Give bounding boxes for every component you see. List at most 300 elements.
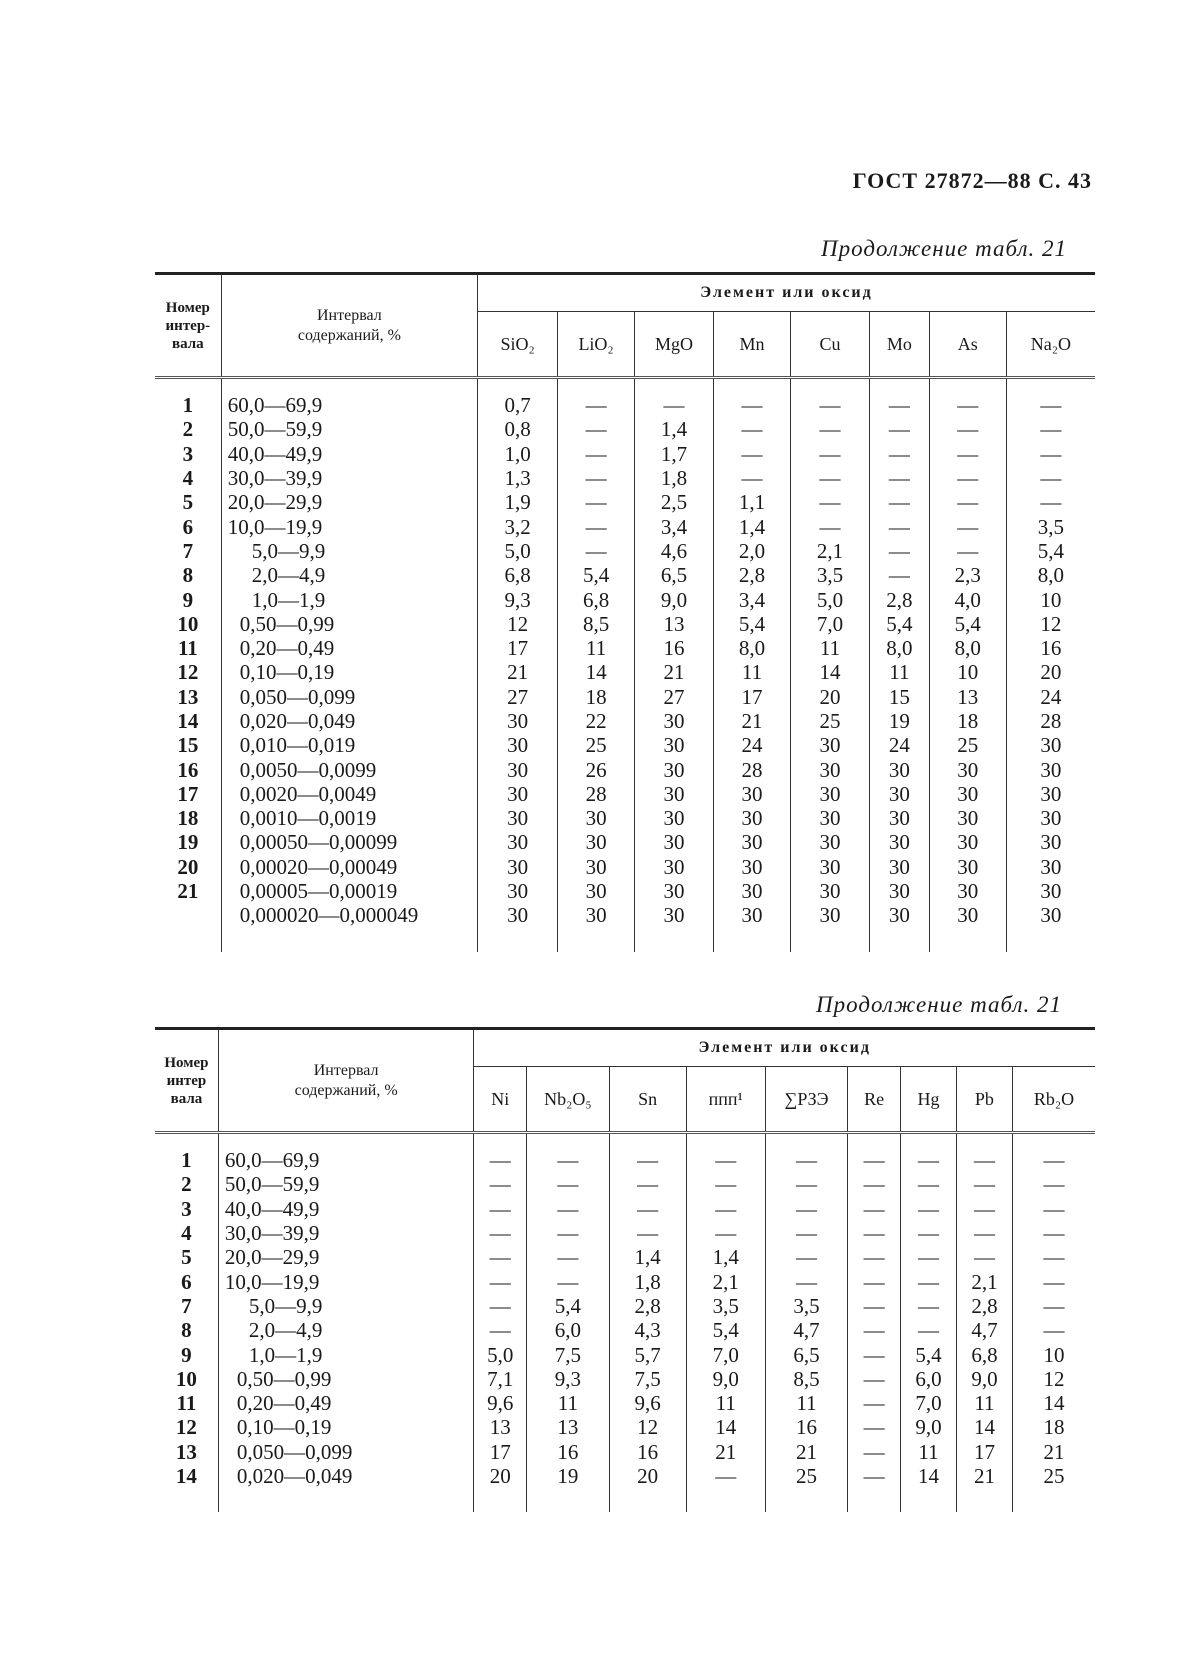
value-cell: 13	[929, 685, 1006, 709]
value-cell: 2,8	[869, 587, 929, 611]
table-row	[155, 903, 1095, 927]
value-cell: —	[790, 514, 869, 538]
element-column-header: Mo	[869, 312, 929, 378]
row-number: 7	[182, 538, 194, 563]
value-cell: 2,3	[929, 563, 1006, 587]
value-cell: 16	[527, 1440, 609, 1464]
value-cell: 1,4	[714, 514, 791, 538]
value-cell: —	[558, 393, 635, 417]
value-cell: —	[1012, 1294, 1095, 1318]
value-cell: 14	[956, 1415, 1012, 1439]
interval-cell: 1,0—1,9	[218, 1342, 474, 1366]
table-row	[155, 490, 1095, 514]
value-cell: 30	[714, 879, 791, 903]
value-cell: 3,5	[1006, 514, 1095, 538]
value-cell: —	[714, 417, 791, 441]
value-cell: 24	[1006, 685, 1095, 709]
value-cell: 30	[714, 806, 791, 830]
value-cell: 30	[1006, 806, 1095, 830]
row-number: 17	[177, 781, 199, 806]
row-number: 13	[177, 684, 199, 709]
value-cell: 30	[1006, 879, 1095, 903]
value-cell: —	[956, 1221, 1012, 1245]
row-number: 18	[177, 806, 199, 831]
value-cell: 30	[1006, 855, 1095, 879]
element-column-header: Pb	[956, 1067, 1012, 1133]
value-cell: —	[686, 1172, 765, 1196]
row-number: 2	[182, 417, 194, 442]
value-cell: 30	[790, 879, 869, 903]
row-number: 20	[177, 854, 199, 879]
value-cell: 0,7	[478, 393, 558, 417]
table-row	[155, 514, 1095, 538]
value-cell: 8,0	[869, 636, 929, 660]
value-cell: 5,4	[686, 1318, 765, 1342]
value-cell: —	[929, 442, 1006, 466]
value-cell: 18	[558, 685, 635, 709]
value-cell: 30	[478, 903, 558, 927]
value-cell: —	[869, 539, 929, 563]
value-cell: 9,0	[635, 587, 714, 611]
row-number: 14	[177, 709, 199, 733]
value-cell: —	[558, 417, 635, 441]
interval-cell: 30,0—39,9	[221, 466, 477, 490]
value-cell: 9,0	[686, 1367, 765, 1391]
value-cell: 5,4	[1006, 539, 1095, 563]
value-cell: 11	[527, 1391, 609, 1415]
value-cell: 30	[635, 830, 714, 854]
interval-cell: 0,0050—0,0099	[221, 757, 477, 781]
table-row	[155, 612, 1095, 636]
value-cell: —	[474, 1269, 527, 1293]
value-cell: 10	[1012, 1342, 1095, 1366]
value-cell: —	[929, 490, 1006, 514]
value-cell: 30	[478, 733, 558, 757]
element-column-header: Rb₂O	[1012, 1067, 1095, 1133]
value-cell: 30	[929, 806, 1006, 830]
table-row	[155, 660, 1095, 684]
value-cell: 3,2	[478, 514, 558, 538]
value-cell: 30	[635, 757, 714, 781]
value-cell: 20	[1006, 660, 1095, 684]
value-cell: 2,1	[790, 539, 869, 563]
value-cell: 30	[929, 757, 1006, 781]
value-cell: 28	[558, 782, 635, 806]
value-cell: —	[900, 1148, 956, 1172]
value-cell: 20	[609, 1464, 686, 1488]
value-cell: 2,5	[635, 490, 714, 514]
table-row	[155, 1464, 1095, 1488]
value-cell: 1,8	[609, 1269, 686, 1293]
value-cell: —	[790, 490, 869, 514]
value-cell: —	[474, 1245, 527, 1269]
value-cell: 30	[558, 903, 635, 927]
value-cell: 14	[1012, 1391, 1095, 1415]
value-cell: —	[1012, 1172, 1095, 1196]
value-cell: 30	[478, 806, 558, 830]
value-cell: —	[474, 1172, 527, 1196]
value-cell: —	[1012, 1269, 1095, 1293]
value-cell: —	[956, 1245, 1012, 1269]
value-cell: 4,0	[929, 587, 1006, 611]
value-cell: 4,7	[956, 1318, 1012, 1342]
interval-cell: 20,0—29,9	[221, 490, 477, 514]
value-cell: 30	[1006, 733, 1095, 757]
value-cell: 3,5	[790, 563, 869, 587]
value-cell: —	[790, 417, 869, 441]
value-cell: 9,0	[900, 1415, 956, 1439]
value-cell: —	[686, 1148, 765, 1172]
value-cell: 30	[635, 879, 714, 903]
element-column-header: ппп¹	[686, 1067, 765, 1133]
value-cell: —	[765, 1172, 847, 1196]
value-cell: 5,4	[869, 612, 929, 636]
value-cell: —	[765, 1197, 847, 1221]
interval-cell: 0,10—0,19	[221, 660, 477, 684]
element-column-header: Nb₂O₅	[527, 1067, 609, 1133]
value-cell: —	[848, 1148, 901, 1172]
value-cell: —	[558, 514, 635, 538]
interval-cell: 0,50—0,99	[221, 612, 477, 636]
value-cell: —	[765, 1269, 847, 1293]
value-cell: —	[869, 417, 929, 441]
interval-cell: 0,020—0,049	[218, 1464, 474, 1488]
value-cell: —	[1012, 1221, 1095, 1245]
value-cell: 19	[869, 709, 929, 733]
value-cell: 16	[765, 1415, 847, 1439]
value-cell: 21	[956, 1464, 1012, 1488]
value-cell: 12	[1012, 1367, 1095, 1391]
table-row	[155, 685, 1095, 709]
value-cell: —	[527, 1221, 609, 1245]
value-cell: 7,0	[900, 1391, 956, 1415]
value-cell: —	[848, 1172, 901, 1196]
table-row	[155, 1342, 1095, 1366]
value-cell: —	[686, 1197, 765, 1221]
element-column-header: Sn	[609, 1067, 686, 1133]
value-cell: 30	[929, 855, 1006, 879]
value-cell: 30	[714, 855, 791, 879]
value-cell: 11	[765, 1391, 847, 1415]
value-cell: —	[848, 1464, 901, 1488]
value-cell: 27	[478, 685, 558, 709]
interval-cell: 5,0—9,9	[218, 1294, 474, 1318]
value-cell: 16	[1006, 636, 1095, 660]
element-column-header: As	[929, 312, 1006, 378]
value-cell: 9,3	[478, 587, 558, 611]
value-cell: —	[558, 490, 635, 514]
value-cell: —	[609, 1172, 686, 1196]
value-cell: 18	[929, 709, 1006, 733]
table-row	[155, 1197, 1095, 1221]
value-cell: 17	[474, 1440, 527, 1464]
value-cell: 30	[478, 879, 558, 903]
value-cell: —	[900, 1245, 956, 1269]
value-cell: 30	[478, 757, 558, 781]
element-column-header: Hg	[900, 1067, 956, 1133]
value-cell: 30	[1006, 903, 1095, 927]
interval-cell: 0,050—0,099	[221, 685, 477, 709]
value-cell: 30	[869, 903, 929, 927]
row-number: 9	[182, 587, 194, 612]
table-row	[155, 393, 1095, 417]
value-cell: —	[765, 1221, 847, 1245]
row-number: 4	[182, 466, 194, 491]
table-row	[155, 733, 1095, 757]
value-cell: —	[1006, 442, 1095, 466]
value-cell: —	[765, 1245, 847, 1269]
value-cell: —	[848, 1367, 901, 1391]
value-cell: —	[1006, 466, 1095, 490]
value-cell: 17	[478, 636, 558, 660]
value-cell: 3,4	[714, 587, 791, 611]
value-cell: 21	[686, 1440, 765, 1464]
element-column-header: ∑РЗЭ	[765, 1067, 847, 1133]
value-cell: 1,4	[686, 1245, 765, 1269]
value-cell: —	[869, 442, 929, 466]
interval-cell: 20,0—29,9	[218, 1245, 474, 1269]
row-number: 12	[175, 1415, 197, 1440]
value-cell: —	[848, 1440, 901, 1464]
value-cell: 19	[527, 1464, 609, 1488]
row-number: 13	[175, 1439, 197, 1464]
value-cell: 8,5	[765, 1367, 847, 1391]
interval-cell: 60,0—69,9	[218, 1148, 474, 1172]
interval-cell: 40,0—49,9	[221, 442, 477, 466]
row-number: 11	[177, 636, 198, 661]
value-cell: —	[848, 1221, 901, 1245]
value-cell: 30	[929, 879, 1006, 903]
table-row	[155, 466, 1095, 490]
value-cell: —	[869, 466, 929, 490]
interval-cell: 0,20—0,49	[218, 1391, 474, 1415]
value-cell: 3,4	[635, 514, 714, 538]
interval-cell: 0,0010—0,0019	[221, 806, 477, 830]
table2-continuation-caption: Продолжение табл. 21	[816, 992, 1062, 1017]
element-column-header: MgO	[635, 312, 714, 378]
value-cell: 11	[869, 660, 929, 684]
table1-continuation-caption: Продолжение табл. 21	[821, 236, 1067, 261]
table-row	[155, 1391, 1095, 1415]
value-cell: —	[869, 490, 929, 514]
value-cell: —	[714, 393, 791, 417]
value-cell: 30	[635, 806, 714, 830]
value-cell: —	[790, 393, 869, 417]
value-cell: 5,0	[790, 587, 869, 611]
value-cell: 30	[869, 879, 929, 903]
value-cell: 30	[635, 733, 714, 757]
value-cell: —	[1012, 1318, 1095, 1342]
value-cell: 30	[790, 757, 869, 781]
value-cell: 1,3	[478, 466, 558, 490]
value-cell: 5,4	[929, 612, 1006, 636]
row-number: 16	[177, 757, 199, 782]
interval-cell: 1,0—1,9	[221, 587, 477, 611]
value-cell: 30	[714, 903, 791, 927]
value-cell: —	[474, 1197, 527, 1221]
value-cell: 13	[474, 1415, 527, 1439]
value-cell: —	[848, 1294, 901, 1318]
value-cell: 2,8	[956, 1294, 1012, 1318]
value-cell: —	[869, 563, 929, 587]
value-cell: 28	[714, 757, 791, 781]
value-cell: —	[474, 1148, 527, 1172]
table1	[155, 272, 1095, 952]
col-number-header: Номер интер вала	[155, 1029, 218, 1133]
row-number: 1	[182, 393, 194, 418]
row-number: 21	[177, 879, 199, 904]
interval-cell: 2,0—4,9	[221, 563, 477, 587]
value-cell: 30	[1006, 757, 1095, 781]
value-cell: 30	[635, 855, 714, 879]
value-cell: —	[848, 1318, 901, 1342]
row-number: 12	[177, 660, 199, 685]
value-cell: 6,0	[527, 1318, 609, 1342]
value-cell: 16	[635, 636, 714, 660]
interval-cell: 0,010—0,019	[221, 733, 477, 757]
table-row	[155, 830, 1095, 854]
value-cell: 1,8	[635, 466, 714, 490]
value-cell: 30	[558, 879, 635, 903]
element-column-header: Re	[848, 1067, 901, 1133]
value-cell: 20	[474, 1464, 527, 1488]
value-cell: 30	[929, 903, 1006, 927]
element-column-header: Mn	[714, 312, 791, 378]
value-cell: 5,7	[609, 1342, 686, 1366]
table-row	[155, 1440, 1095, 1464]
value-cell: —	[848, 1391, 901, 1415]
value-cell: —	[1006, 490, 1095, 514]
table-row	[155, 1367, 1095, 1391]
interval-cell: 2,0—4,9	[218, 1318, 474, 1342]
value-cell: 9,6	[474, 1391, 527, 1415]
table-row	[155, 539, 1095, 563]
value-cell: 11	[900, 1440, 956, 1464]
value-cell: 3,5	[686, 1294, 765, 1318]
table-row	[155, 1148, 1095, 1172]
table-row	[155, 417, 1095, 441]
value-cell: 26	[558, 757, 635, 781]
value-cell: —	[1006, 393, 1095, 417]
value-cell: 30	[635, 782, 714, 806]
value-cell: 11	[686, 1391, 765, 1415]
value-cell: 4,3	[609, 1318, 686, 1342]
value-cell: 1,7	[635, 442, 714, 466]
value-cell: 2,0	[714, 539, 791, 563]
row-number: 3	[181, 1196, 192, 1221]
value-cell: 30	[869, 855, 929, 879]
row-number: 2	[181, 1172, 192, 1197]
value-cell: —	[609, 1221, 686, 1245]
element-column-header: Na₂O	[1006, 312, 1095, 378]
value-cell: —	[686, 1464, 765, 1488]
value-cell: —	[900, 1172, 956, 1196]
value-cell: 30	[790, 903, 869, 927]
element-column-header: LiO₂	[558, 312, 635, 378]
page-header: ГОСТ 27872—88 С. 43	[852, 168, 1092, 193]
value-cell: 7,0	[790, 612, 869, 636]
value-cell: 12	[1006, 612, 1095, 636]
value-cell: —	[900, 1318, 956, 1342]
value-cell: 8,0	[929, 636, 1006, 660]
interval-cell: 0,20—0,49	[221, 636, 477, 660]
value-cell: 21	[635, 660, 714, 684]
interval-cell: 0,00020—0,00049	[221, 855, 477, 879]
value-cell: 30	[790, 782, 869, 806]
value-cell: 30	[869, 830, 929, 854]
value-cell: —	[848, 1197, 901, 1221]
value-cell: 6,5	[765, 1342, 847, 1366]
interval-cell: 0,050—0,099	[218, 1440, 474, 1464]
value-cell: 6,8	[558, 587, 635, 611]
value-cell: 1,4	[635, 417, 714, 441]
value-cell: 30	[929, 782, 1006, 806]
value-cell: 17	[714, 685, 791, 709]
value-cell: 30	[790, 806, 869, 830]
value-cell: 9,3	[527, 1367, 609, 1391]
value-cell: 30	[869, 806, 929, 830]
value-cell: 30	[635, 903, 714, 927]
interval-cell: 0,000020—0,000049	[221, 903, 477, 927]
group-header: Элемент или оксид	[474, 1029, 1095, 1067]
value-cell: —	[558, 466, 635, 490]
value-cell: —	[900, 1221, 956, 1245]
value-cell: 13	[635, 612, 714, 636]
interval-cell: 50,0—59,9	[218, 1172, 474, 1196]
value-cell: 14	[790, 660, 869, 684]
value-cell: —	[609, 1197, 686, 1221]
table-row	[155, 1221, 1095, 1245]
interval-cell: 40,0—49,9	[218, 1197, 474, 1221]
table-row	[155, 1415, 1095, 1439]
table-row	[155, 1318, 1095, 1342]
table-row	[155, 709, 1095, 733]
value-cell: —	[869, 393, 929, 417]
row-number: 5	[182, 490, 194, 515]
value-cell: —	[635, 393, 714, 417]
row-number: 6	[182, 514, 194, 539]
row-number: 14	[175, 1464, 197, 1488]
value-cell: —	[558, 442, 635, 466]
value-cell: 30	[558, 806, 635, 830]
value-cell: 5,4	[527, 1294, 609, 1318]
value-cell: 11	[558, 636, 635, 660]
value-cell: 20	[790, 685, 869, 709]
element-column-header: SiO₂	[478, 312, 558, 378]
interval-cell: 0,0020—0,0049	[221, 782, 477, 806]
group-header: Элемент или оксид	[478, 274, 1095, 312]
value-cell: 30	[478, 709, 558, 733]
col-interval-header: Интервал содержаний, %	[221, 274, 477, 378]
value-cell: —	[714, 442, 791, 466]
row-number: 6	[181, 1269, 192, 1294]
value-cell: 30	[790, 855, 869, 879]
value-cell: —	[956, 1172, 1012, 1196]
interval-cell: 0,50—0,99	[218, 1367, 474, 1391]
col-interval-header: Интервал содержаний, %	[218, 1029, 474, 1133]
table-row	[155, 1269, 1095, 1293]
table-row	[155, 879, 1095, 903]
value-cell: —	[929, 466, 1006, 490]
value-cell: 25	[790, 709, 869, 733]
value-cell: —	[900, 1269, 956, 1293]
value-cell: —	[527, 1245, 609, 1269]
value-cell: —	[686, 1221, 765, 1245]
value-cell: 1,1	[714, 490, 791, 514]
value-cell: 24	[869, 733, 929, 757]
value-cell: 10	[929, 660, 1006, 684]
value-cell: —	[929, 417, 1006, 441]
